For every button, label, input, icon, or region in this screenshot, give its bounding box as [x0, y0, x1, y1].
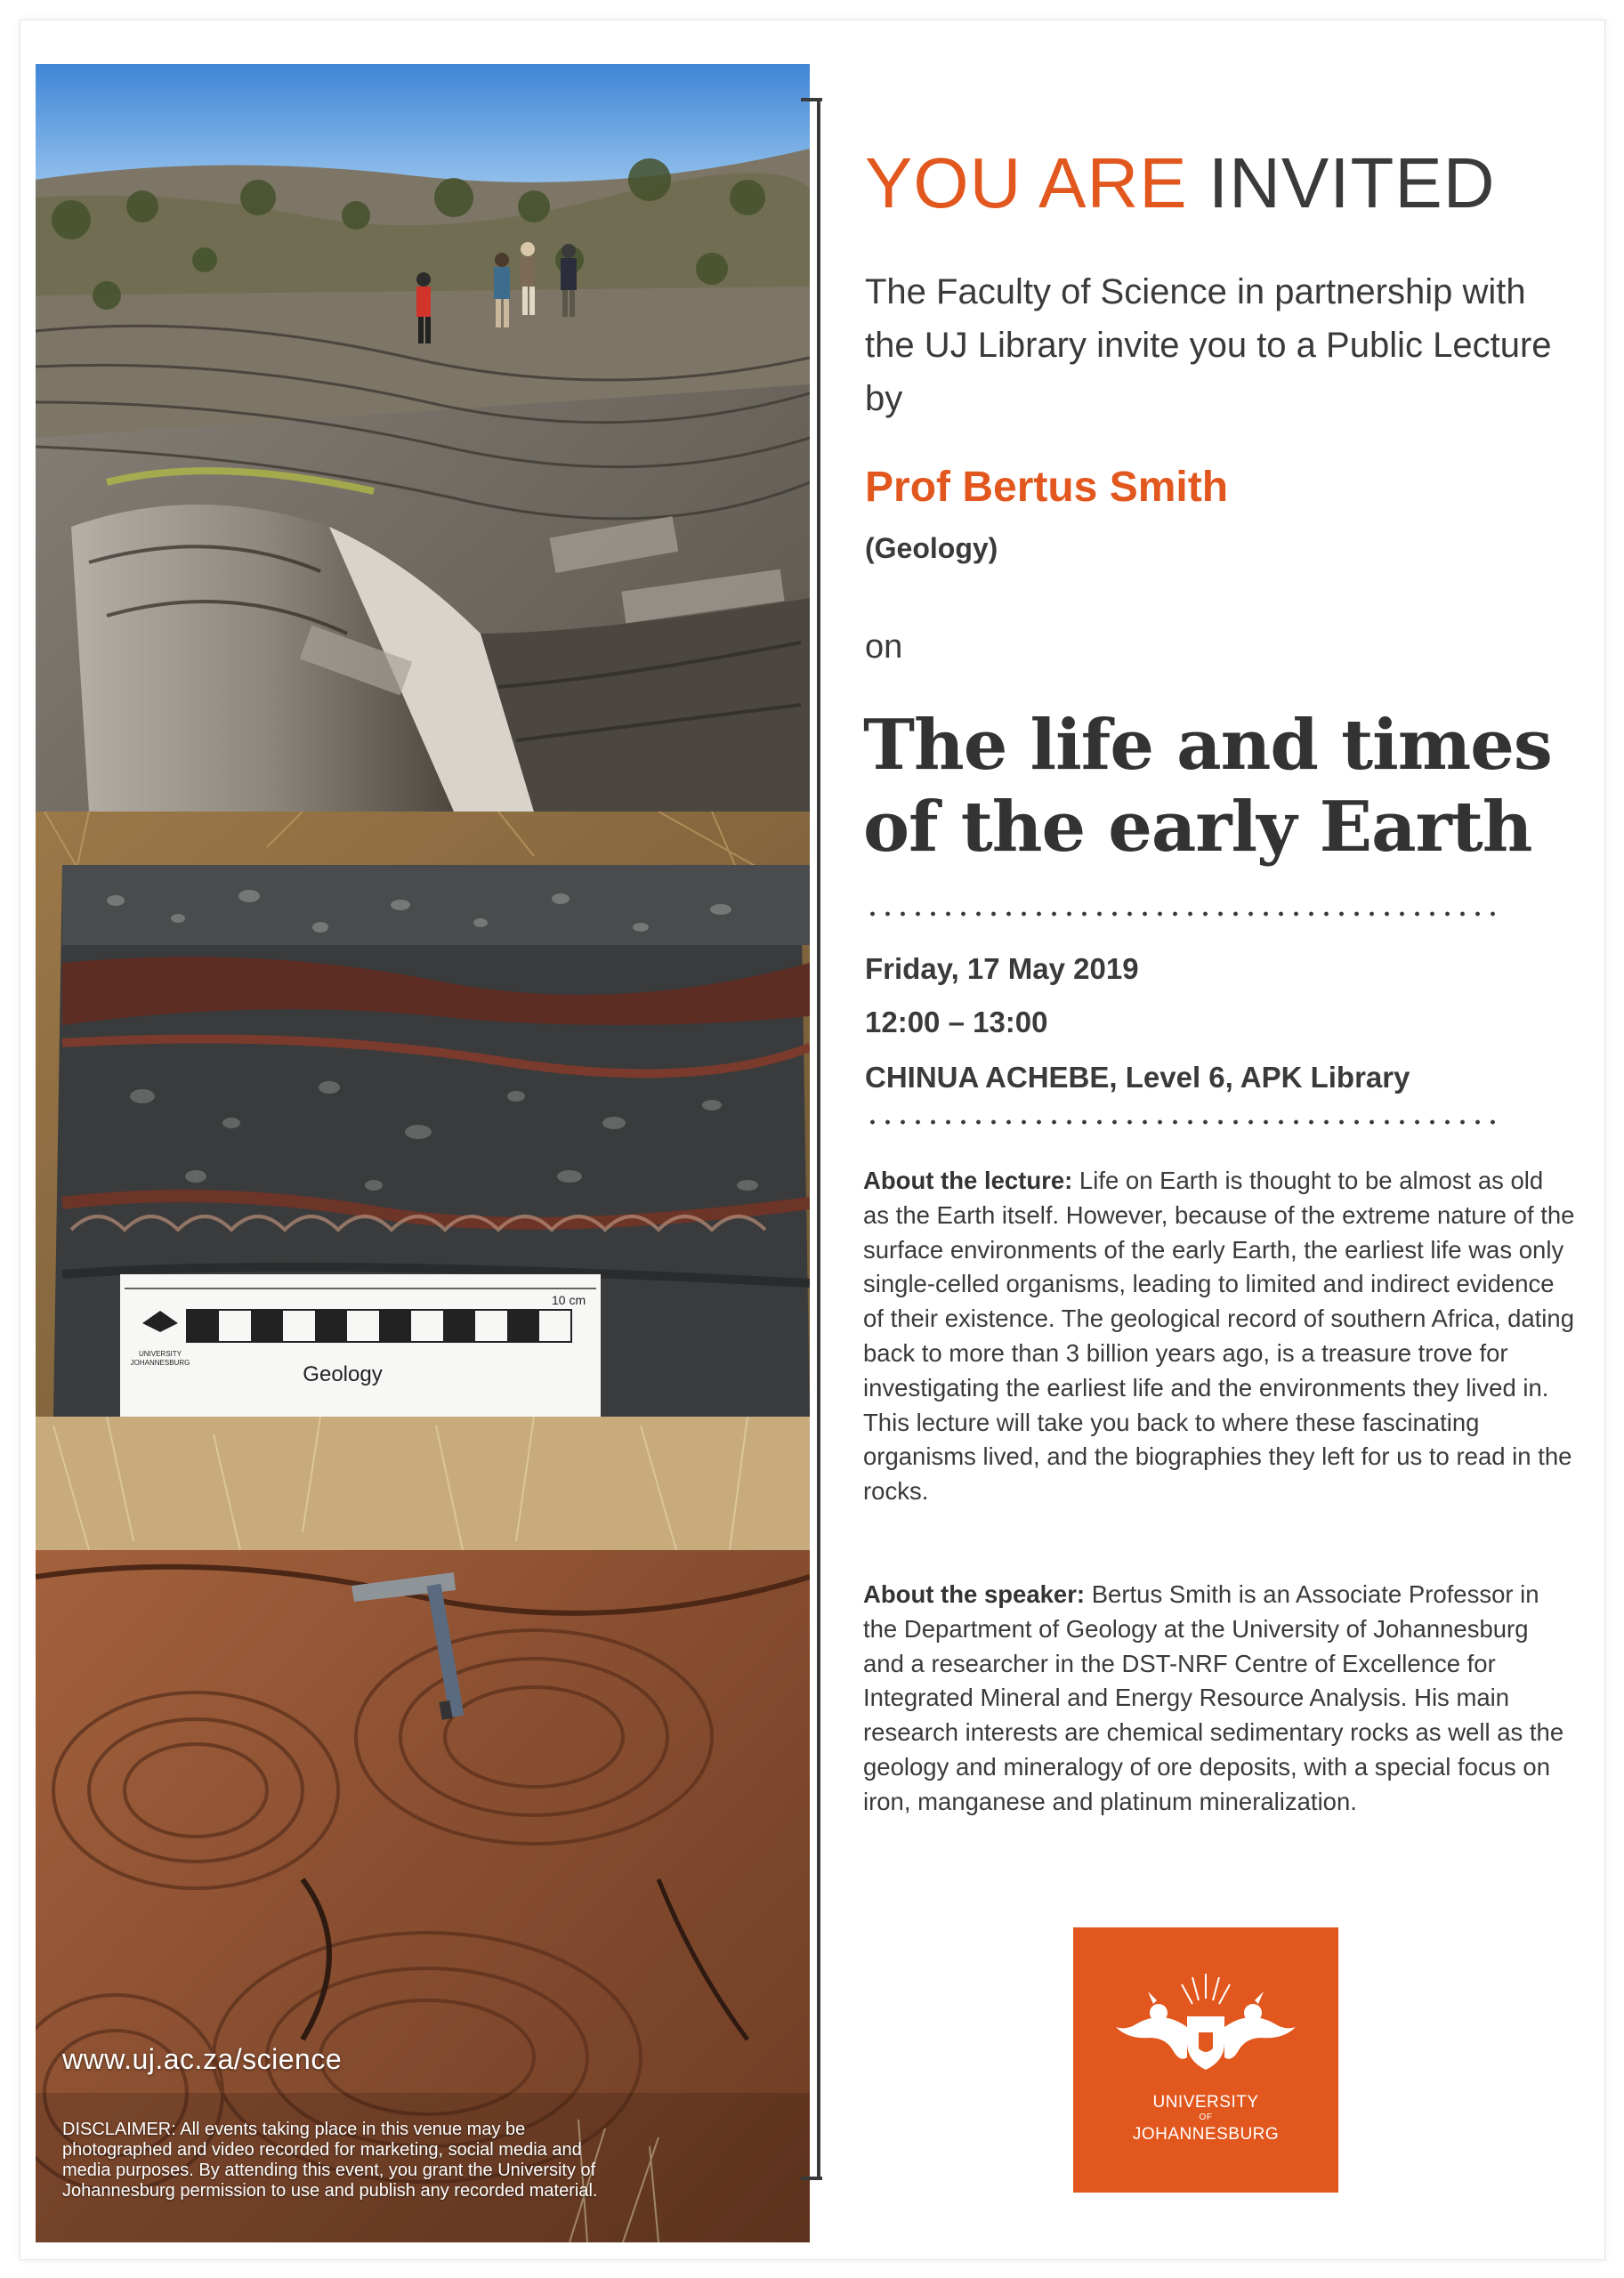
invite-heading: [865, 142, 1496, 224]
dotted-separator-bottom: [865, 1119, 1506, 1125]
event-venue: CHINUA ACHEBE, Level 6, APK Library: [865, 1061, 1410, 1094]
divider-cap-top: [801, 98, 822, 101]
vertical-divider: [817, 98, 820, 2180]
logo-text-university: UNIVERSITY: [1152, 2093, 1259, 2112]
disclaimer-line-4: Johannesburg permission to use and publish any recorded material.: [62, 2181, 598, 2201]
about-lecture-label: About the lecture:: [863, 1167, 1073, 1194]
about-lecture: [863, 1164, 1575, 1509]
intro-text: The Faculty of Science in partnership with the UJ Library invite you to a Public Lecture by: [865, 272, 1552, 418]
photo-outcrop-hikers: [36, 64, 810, 812]
about-lecture-text: Life on Earth is thought to be almost as old as the Earth itself. However, because of the extreme nature of the surface environments of the early Earth, the earliest life was only single-celled organisms, leading to limited and indirect evidence of their existence. The geological record of southern Africa, dating back to more than 3 billion years ago, is a treasure trove for investigating the earliest life and the environments they lived in. This lecture will take you back to where these fascinating organisms lived, and the biographies they left for us to read in the rocks.: [863, 1167, 1575, 1506]
event-date: Friday, 17 May 2019: [865, 952, 1139, 985]
scale-unit-label: 10 cm: [552, 1293, 586, 1307]
lecture-title: The life and times of the early Earth: [863, 705, 1552, 868]
photo-column: [36, 64, 810, 2242]
heading-accent: YOU ARE: [865, 143, 1188, 222]
website-url[interactable]: www.uj.ac.za/science: [62, 2043, 343, 2075]
about-speaker-text: Bertus Smith is an Associate Professor in the Department of Geology at the University of Johannesburg and a researcher in the DST-NRF Centre of Excellence for Integrated Mineral and Energy Resource Analysis. His main research interests are chemical sedimentary rocks as well as the geology and mineralogy of ore deposits, with a special focus on iron, manganese and platinum mineralization.: [863, 1580, 1564, 1815]
disclaimer-line-1: DISCLAIMER: All events taking place in this venue may be: [62, 2120, 526, 2139]
uj-logo: [1073, 1927, 1338, 2193]
logo-text-of: OF: [1199, 2112, 1213, 2122]
disclaimer-line-3: media purposes. By attending this event, you grant the University of: [62, 2161, 596, 2180]
about-speaker-label: About the speaker:: [863, 1580, 1086, 1608]
heading-main: INVITED: [1208, 143, 1496, 222]
dotted-separator-top: [865, 911, 1506, 917]
divider-cap-bottom: [801, 2177, 822, 2180]
logo-text-johannesburg: JOHANNESBURG: [1132, 2125, 1280, 2144]
photo-rock-sample: [36, 812, 810, 1417]
scale-card-label: Geology: [303, 1362, 383, 1386]
scale-logo-line1: UNIVERSITY: [138, 1350, 182, 1358]
disclaimer: [62, 2120, 739, 2201]
on-word: on: [865, 628, 903, 666]
speaker-name: Prof Bertus Smith: [865, 464, 1229, 511]
event-time: 12:00 – 13:00: [865, 1006, 1048, 1038]
speaker-department: (Geology): [865, 532, 998, 564]
photo-stromatolite-hammer: [36, 1417, 810, 2242]
about-speaker: [863, 1578, 1575, 1820]
disclaimer-line-2: photographed and video recorded for marketing, social media and: [62, 2140, 582, 2160]
uj-crest-icon: [1073, 1927, 1338, 2193]
scale-logo-line2: JOHANNESBURG: [130, 1359, 190, 1367]
